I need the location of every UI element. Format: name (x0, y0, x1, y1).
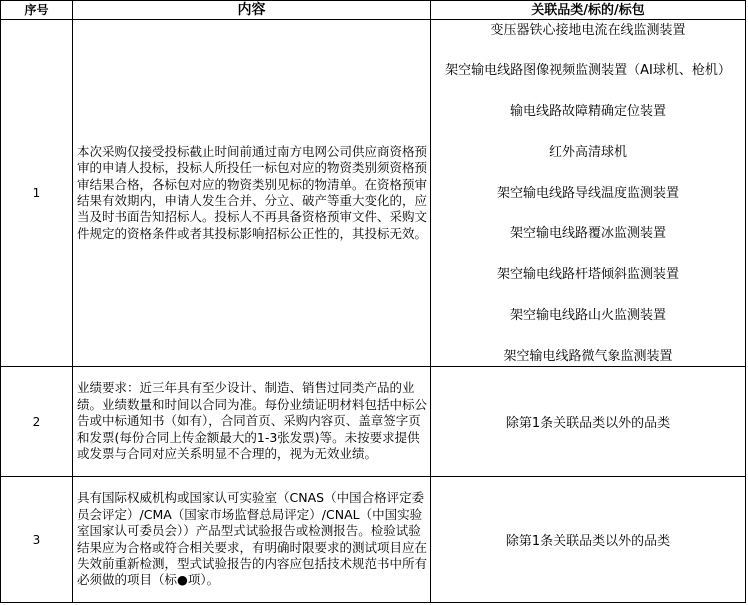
category-item: 架空输电线路覆冰监测装置 (509, 226, 666, 242)
row-content (73, 367, 431, 477)
category-item: 架空输电线路微气象监测装置 (503, 348, 673, 364)
row-category: 除第1条关联品类以外的品类 (431, 477, 746, 603)
category-item: 架空输电线路图像视频监测装置（AI球机、枪机） (445, 63, 731, 79)
row-content-text: 业绩要求：近三年具有至少设计、制造、销售过同类产品的业绩。业绩数量和时间以合同为准。每份业绩证明材料包括中标公告或中标通知书（如有），合同首页、采购内容页、盖章签字页和发票(每份合同上传金额最大的1-3张发票)等。未按要求提供或发票与合同对应关系明显不合理的，视为无效业绩。 (77, 380, 428, 462)
header-index: 序号 (1, 1, 73, 20)
category-item: 输电线路故障精确定位装置 (509, 104, 666, 119)
category-item: 红外高清球机 (548, 144, 627, 160)
row-categories (431, 20, 746, 367)
row-content-text: 具有国际权威机构或国家认可实验室（CNAS（中国合格评定委员会评定）/CMA（国家市场监督总局评定）/CNAL（中国实验室国家认可委员会））产品型式试验报告或检测报告。检验试验结果应为合格或符合相关要求，有明确时限要求的测试项目应在失效前重新检测，型式试验报告的内容应包括技术规范书中所有必须做的项目（标●项）。 (77, 490, 428, 588)
header-category: 关联品类/标的/标包 (431, 1, 746, 20)
row-index: 3 (1, 477, 73, 603)
category-item: 架空输电线路山火监测装置 (509, 307, 666, 323)
table-row (1, 367, 746, 477)
row-content (73, 20, 431, 367)
category-item: 架空输电线路导线温度监测装置 (496, 185, 679, 201)
table-row (1, 20, 746, 367)
row-index: 1 (1, 20, 73, 367)
table-row (1, 477, 746, 603)
row-index: 2 (1, 367, 73, 477)
header-row (1, 1, 746, 20)
row-category: 除第1条关联品类以外的品类 (431, 367, 746, 477)
header-content: 内容 (73, 1, 431, 20)
row-content-text: 本次采购仅接受投标截止时间前通过南方电网公司供应商资格预审的申请人投标，投标人所投任一标包对应的物资类别须资格预审结果合格，各标包对应的物资类别见标的物清单。在资格预审结果有效期内，申请人发生合并、分立、破产等重大变化的，应当及时书面告知招标人。投标人不再具备资格预审文件、采购文件规定的资格条件或者其投标影响招标公正性的，其投标无效。 (77, 143, 428, 241)
row-content (73, 477, 431, 603)
category-item: 变压器铁心接地电流在线监测装置 (490, 22, 686, 38)
category-item: 架空输电线路杆塔倾斜监测装置 (496, 267, 679, 282)
